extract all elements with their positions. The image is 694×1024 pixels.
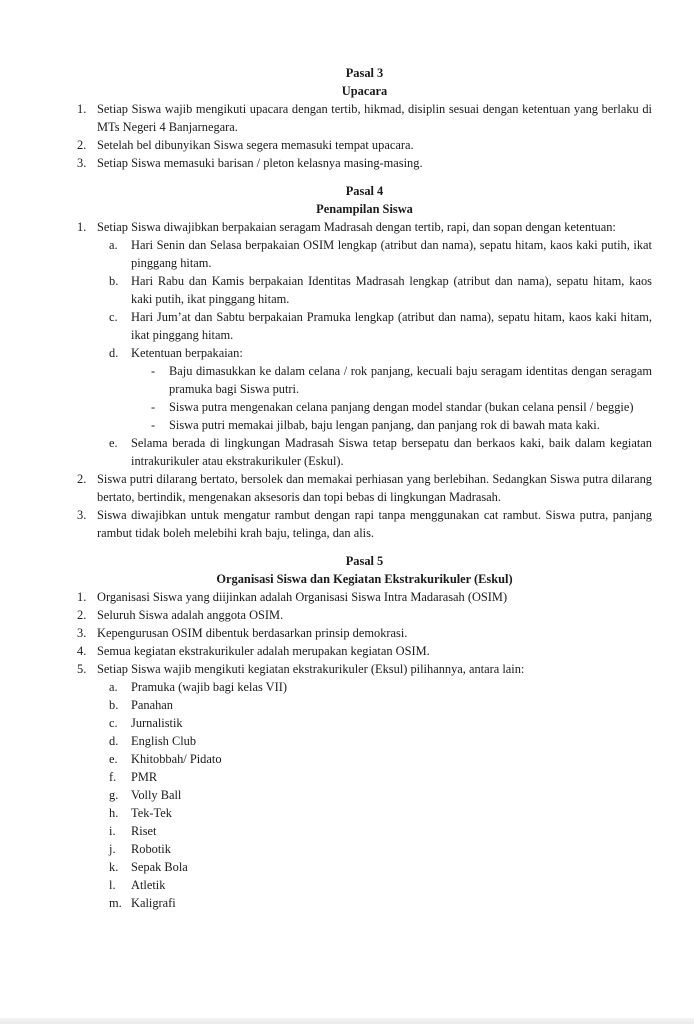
sub-item-text: Pramuka (wajib bagi kelas VII) [131, 680, 287, 694]
article-list [77, 100, 652, 172]
pasal-title: Organisasi Siswa dan Kegiatan Ekstrakurikuler (Eskul) [216, 572, 513, 586]
sub-item-letter: i. [109, 824, 116, 838]
sub-item-text: Tek-Tek [131, 806, 172, 820]
item-text: Organisasi Siswa yang diijinkan adalah Organisasi Siswa Intra Madarasah (OSIM) [97, 590, 508, 604]
sub-item [109, 858, 652, 876]
item-text: Setiap Siswa wajib mengikuti kegiatan ekstrakurikuler (Eksul) pilihannya, antara lain: [97, 662, 525, 676]
article-item [77, 588, 652, 606]
sub-item-text: Jurnalistik [131, 716, 183, 730]
item-number: 3. [77, 508, 87, 522]
article-item [77, 154, 652, 172]
sub-item [109, 786, 652, 804]
sub-item-text: Atletik [131, 878, 166, 892]
article-item [77, 506, 652, 542]
sub-item [109, 840, 652, 858]
sub-item-letter: k. [109, 860, 119, 874]
sub-item-text: Hari Jum’at dan Sabtu berpakaian Pramuka lengkap (atribut dan nama), sepatu hitam, kaos kaki hitam, ikat pinggang hitam. [131, 310, 652, 342]
item-text: Kepengurusan OSIM dibentuk berdasarkan prinsip demokrasi. [97, 626, 408, 640]
sub-item-text: Ketentuan berpakaian: [131, 346, 243, 360]
sub-item-text: English Club [131, 734, 197, 748]
sub-item-letter: b. [109, 274, 119, 288]
sub-item-text: Riset [131, 824, 157, 838]
dash-list [131, 362, 652, 434]
sub-item [109, 768, 652, 786]
item-text: Semua kegiatan ekstrakurikuler adalah merupakan kegiatan OSIM. [97, 644, 430, 658]
item-number: 5. [77, 662, 87, 676]
sub-item [109, 822, 652, 840]
article-item [77, 660, 652, 912]
sub-item [109, 678, 652, 696]
item-number: 1. [77, 102, 87, 116]
sub-item-letter: g. [109, 788, 119, 802]
pasal-title: Penampilan Siswa [316, 202, 413, 216]
pasal-heading [77, 64, 652, 100]
sub-item [109, 434, 652, 470]
article-item [77, 470, 652, 506]
sub-item-text: Selama berada di lingkungan Madrasah Siswa tetap bersepatu dan berkaos kaki, baik dalam kegiatan intrakurikuler atau ekstrakurikuler (Eskul). [131, 436, 652, 468]
article-item [77, 606, 652, 624]
pasal-title: Upacara [341, 84, 388, 98]
page-bottom-edge [0, 1018, 694, 1024]
sub-item [109, 894, 652, 912]
sub-item-letter: e. [109, 436, 118, 450]
sub-item-letter: c. [109, 716, 118, 730]
item-number: 2. [77, 608, 87, 622]
sub-item-letter: f. [109, 770, 117, 784]
dash-item-text: Siswa putra mengenakan celana panjang dengan model standar (bukan celana pensil / beggie) [169, 400, 634, 414]
sub-item [109, 696, 652, 714]
sub-item-letter: a. [109, 680, 118, 694]
dash-item [151, 362, 652, 398]
sub-item-letter: b. [109, 698, 119, 712]
sub-item [109, 272, 652, 308]
pasal-heading [77, 182, 652, 218]
sub-list [97, 236, 652, 470]
pasal-section [77, 64, 652, 172]
dash-item [151, 398, 652, 416]
sub-item-text: Sepak Bola [131, 860, 188, 874]
item-text: Siswa putri dilarang bertato, bersolek dan memakai perhiasan yang berlebihan. Sedangkan Siswa putra dilarang bertato, bertindik, mengenakan aksesoris dan topi bebas di lingkungan Madrasah. [97, 472, 652, 504]
item-text: Setiap Siswa diwajibkan berpakaian seragam Madrasah dengan tertib, rapi, dan sopan dengan ketentuan: [97, 220, 616, 234]
sub-item-letter: e. [109, 752, 118, 766]
sub-item [109, 804, 652, 822]
sub-item-text: Robotik [131, 842, 171, 856]
sub-list [97, 678, 652, 912]
pasal-heading [77, 552, 652, 588]
sub-item-text: Hari Rabu dan Kamis berpakaian Identitas Madrasah lengkap (atribut dan nama), sepatu hitam, kaos kaki putih, ikat pinggang hitam. [131, 274, 652, 306]
pasal-number: Pasal 5 [345, 554, 384, 568]
article-list [77, 588, 652, 912]
item-number: 1. [77, 220, 87, 234]
sub-item-text: PMR [131, 770, 158, 784]
item-text: Setiap Siswa memasuki barisan / pleton kelasnya masing-masing. [97, 156, 423, 170]
sub-item [109, 236, 652, 272]
dash-item [151, 416, 652, 434]
sub-item-text: Volly Ball [131, 788, 182, 802]
sub-item-letter: h. [109, 806, 119, 820]
sub-item [109, 308, 652, 344]
sub-item [109, 344, 652, 434]
item-number: 2. [77, 138, 87, 152]
pasal-section [77, 552, 652, 912]
article-item [77, 642, 652, 660]
item-text: Setiap Siswa wajib mengikuti upacara dengan tertib, hikmad, disiplin sesuai dengan ketentuan yang berlaku di MTs Negeri 4 Banjarnegara. [97, 102, 652, 134]
item-text: Siswa diwajibkan untuk mengatur rambut dengan rapi tanpa menggunakan cat rambut. Siswa putra, panjang rambut tidak boleh melebihi krah baju, telinga, dan alis. [97, 508, 652, 540]
pasal-number: Pasal 3 [345, 66, 384, 80]
sub-item [109, 732, 652, 750]
sub-item-letter: j. [109, 842, 116, 856]
item-text: Setelah bel dibunyikan Siswa segera memasuki tempat upacara. [97, 138, 414, 152]
article-item [77, 624, 652, 642]
article-item [77, 100, 652, 136]
sub-item-text: Panahan [131, 698, 173, 712]
pasal-number: Pasal 4 [345, 184, 384, 198]
sub-item-text: Khitobbah/ Pidato [131, 752, 222, 766]
article-item [77, 136, 652, 154]
sub-item-text: Hari Senin dan Selasa berpakaian OSIM lengkap (atribut dan nama), sepatu hitam, kaos kaki putih, ikat pinggang hitam. [131, 238, 652, 270]
item-number: 1. [77, 590, 87, 604]
sub-item-letter: d. [109, 346, 119, 360]
dash-item-text: Siswa putri memakai jilbab, baju lengan panjang, dan panjang rok di bawah mata kaki. [169, 418, 600, 432]
sub-item-letter: d. [109, 734, 119, 748]
sub-item-letter: m. [109, 896, 122, 910]
article-item [77, 218, 652, 470]
item-number: 3. [77, 156, 87, 170]
sub-item [109, 714, 652, 732]
pasal-section [77, 182, 652, 542]
sub-item-letter: l. [109, 878, 116, 892]
item-number: 2. [77, 472, 87, 486]
dash-mark: - [151, 418, 156, 432]
sub-item [109, 876, 652, 894]
sub-item-letter: c. [109, 310, 118, 324]
item-number: 3. [77, 626, 87, 640]
sub-item-text: Kaligrafi [131, 896, 176, 910]
item-number: 4. [77, 644, 87, 658]
dash-mark: - [151, 400, 156, 414]
dash-mark: - [151, 364, 156, 378]
item-text: Seluruh Siswa adalah anggota OSIM. [97, 608, 284, 622]
article-list [77, 218, 652, 542]
sub-item-letter: a. [109, 238, 118, 252]
dash-item-text: Baju dimasukkan ke dalam celana / rok panjang, kecuali baju seragam identitas dengan seragam pramuka bagi Siswa putri. [169, 364, 652, 396]
sub-item [109, 750, 652, 768]
